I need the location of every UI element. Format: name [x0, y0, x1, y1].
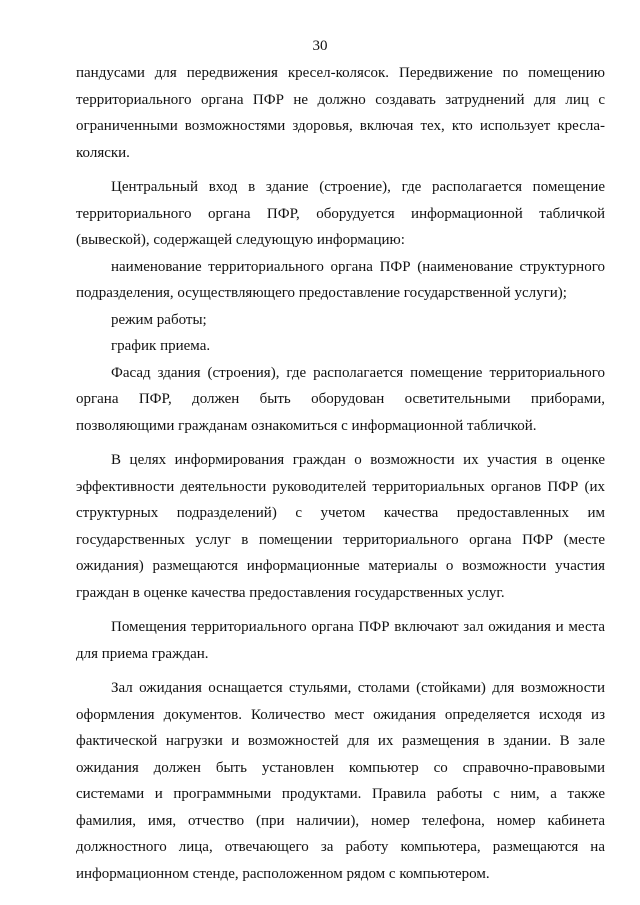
page-number: 30: [312, 38, 328, 54]
paragraph-entrance: Центральный вход в здание (строение), где располагается помещение территориального органа ПФР, оборудуется информационной табличкой (вывеской), содержащей следующую информацию:: [76, 179, 605, 248]
paragraph-evaluation: В целях информирования граждан о возможности их участия в оценке эффективности деятельности руководителей территориальных органов ПФР (их структурных подразделений) с учетом качества предоставленных им государственных услуг в помещении территориального органа ПФР (месте ожидания) размещаются информационные материалы о возможности участия граждан в оценке качества предоставления государственных услуг.: [76, 452, 605, 601]
body-text: [76, 60, 605, 887]
paragraph-schedule: график приема.: [111, 338, 211, 354]
paragraph-facade: Фасад здания (строения), где располагается помещение территориального органа ПФР, должен быть оборудован осветительными приборами, позволяющими гражданам ознакомиться с информационной табличкой.: [76, 364, 605, 434]
paragraph-name-item: наименование территориального органа ПФР (наименование структурного подразделения, осуществляющего предоставление государственной услуги);: [76, 258, 605, 301]
paragraph-premises: Помещения территориального органа ПФР включают зал ожидания и места для приема граждан.: [76, 619, 605, 662]
paragraph-waiting-hall: Зал ожидания оснащается стульями, столами (стойками) для возможности оформления документов. Количество мест ожидания определяется исходя из фактической нагрузки и возможностей для их размещения в здании. В зале ожидания должен быть установлен компьютер со справочно-правовыми системами и программными продуктами. Правила работы с ним, а также фамилия, имя, отчество (при наличии), номер телефона, номер кабинета должностного лица, отвечающего за работу компьютера, размещаются на информационном стенде, расположенном рядом с компьютером.: [76, 680, 605, 882]
paragraph-continuation: пандусами для передвижения кресел-колясок. Передвижение по помещению территориального органа ПФР не должно создавать затруднений для лиц с ограниченными возможностями здоровья, включая тех, кто использует кресла-коляски.: [76, 65, 605, 161]
paragraph-work-mode: режим работы;: [111, 311, 207, 328]
